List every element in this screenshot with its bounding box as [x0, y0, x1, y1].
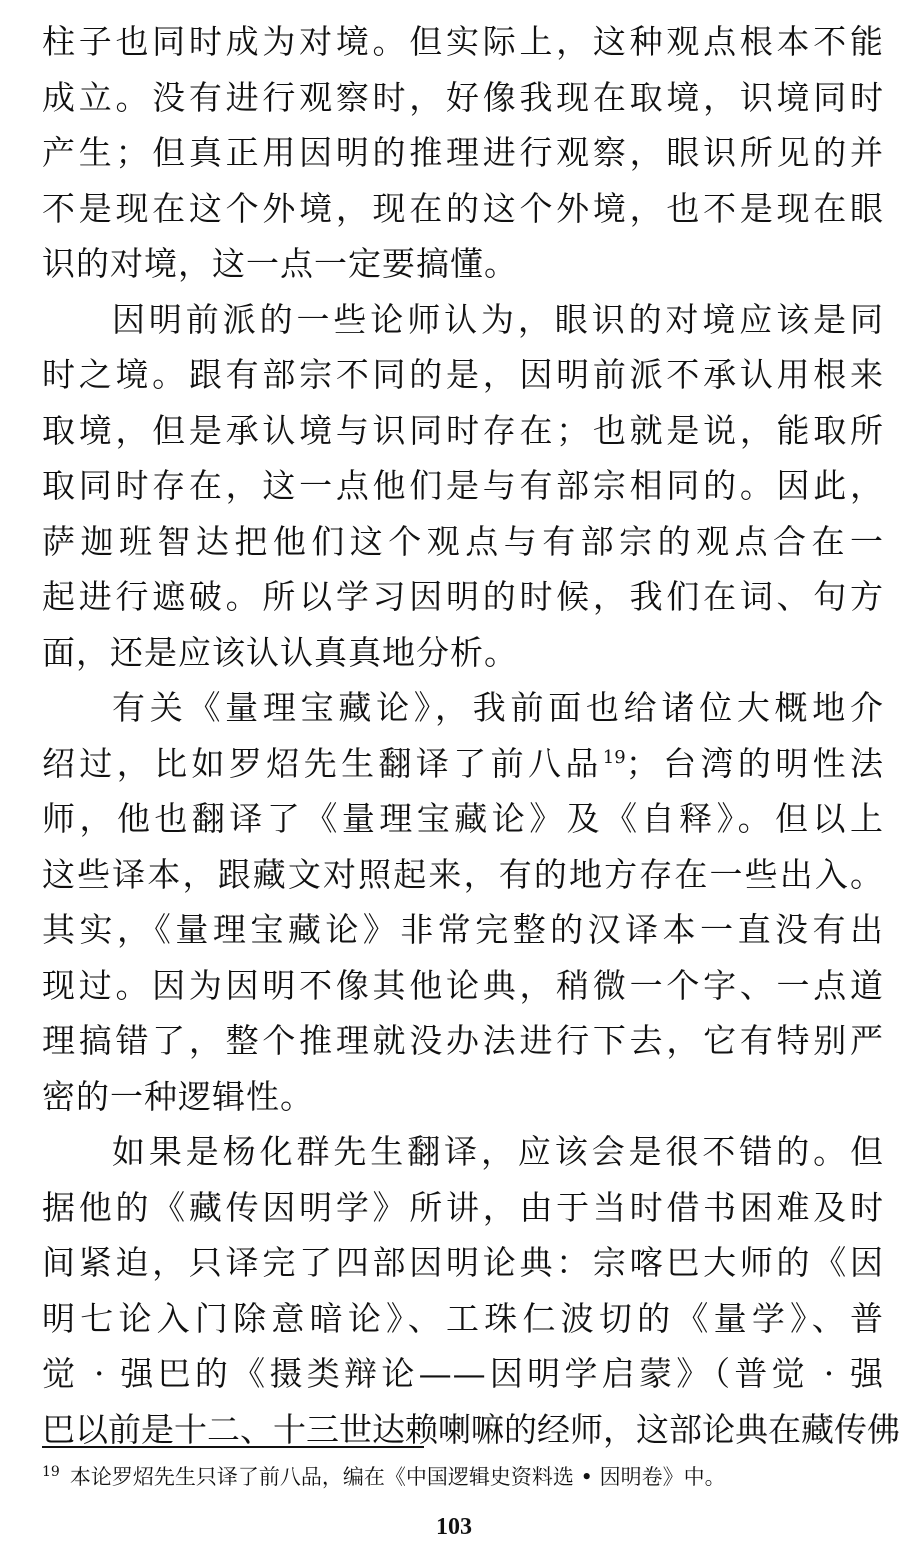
- paragraph-first-line: 有关《量理宝藏论》，我前面也给诸位大概地介: [112, 688, 884, 727]
- text-line: 取同时存在，这一点他们是与有部宗相同的。因此，: [42, 466, 884, 505]
- text-line: 柱子也同时成为对境。但实际上，这种观点根本不能: [42, 22, 884, 61]
- text-line: 识的对境，这一点一定要搞懂。: [42, 244, 518, 283]
- text-line: 时之境。跟有部宗不同的是，因明前派不承认用根来: [42, 355, 884, 394]
- paragraph-first-line: 如果是杨化群先生翻译，应该会是很不错的。但: [112, 1132, 884, 1171]
- text-line: 起进行遮破。所以学习因明的时候，我们在词、句方: [42, 577, 884, 616]
- text-segment: ；台湾的明性法: [625, 743, 885, 783]
- text-line: 其实，《量理宝藏论》非常完整的汉译本一直没有出: [42, 910, 884, 949]
- text-line: 师，他也翻译了《量理宝藏论》及《自释》。但以上: [42, 799, 884, 838]
- text-line: 萨迦班智达把他们这个观点与有部宗的观点合在一: [42, 521, 884, 561]
- text-line: 据他的《藏传因明学》所讲，由于当时借书困难及时: [42, 1187, 884, 1227]
- footnote-reference[interactable]: 19: [602, 746, 626, 768]
- main-text: [42, 14, 900, 1457]
- text-line: 成立。没有进行观察时，好像我现在取境，识境同时: [42, 77, 884, 117]
- text-segment: 绍过，比如罗炤先生翻译了前八品: [42, 743, 603, 783]
- text-line: 不是现在这个外境，现在的这个外境，也不是现在眼: [42, 188, 884, 228]
- text-line: 巴以前是十二、十三世达赖喇嘛的经师，这部论典在藏传佛: [42, 1409, 900, 1449]
- text-line: 觉 · 强巴的《摄类辩论——因明学启蒙》（普觉 · 强: [42, 1354, 884, 1393]
- text-line: 间紧迫，只译完了四部因明论典：宗喀巴大师的《因: [42, 1243, 884, 1282]
- text-line: 这些译本，跟藏文对照起来，有的地方存在一些出入。: [42, 854, 884, 894]
- footnote-divider: [42, 1446, 424, 1448]
- text-line: 取境，但是承认境与识同时存在；也就是说，能取所: [42, 410, 884, 450]
- text-line: 产生；但真正用因明的推理进行观察，眼识所见的并: [42, 133, 884, 172]
- paragraph-first-line: 因明前派的一些论师认为，眼识的对境应该是同: [112, 299, 884, 339]
- footnote: [42, 1462, 884, 1492]
- page-number: 103: [436, 1514, 472, 1540]
- text-line: 密的一种逻辑性。: [42, 1076, 314, 1116]
- footnote-text: 本论罗炤先生只译了前八品，编在《中国逻辑史资料选 • 因明卷》中。: [69, 1465, 726, 1489]
- text-line: 明七论入门除意暗论》、工珠仁波切的《量学》、普: [42, 1298, 884, 1338]
- text-line-with-footnote-ref: [42, 736, 884, 792]
- footnote-mark: 19: [42, 1464, 60, 1480]
- text-line: 理搞错了，整个推理就没办法进行下去，它有特别严: [42, 1021, 884, 1060]
- text-line: 现过。因为因明不像其他论典，稍微一个字、一点道: [42, 965, 884, 1005]
- text-line: 面，还是应该认认真真地分析。: [42, 632, 518, 672]
